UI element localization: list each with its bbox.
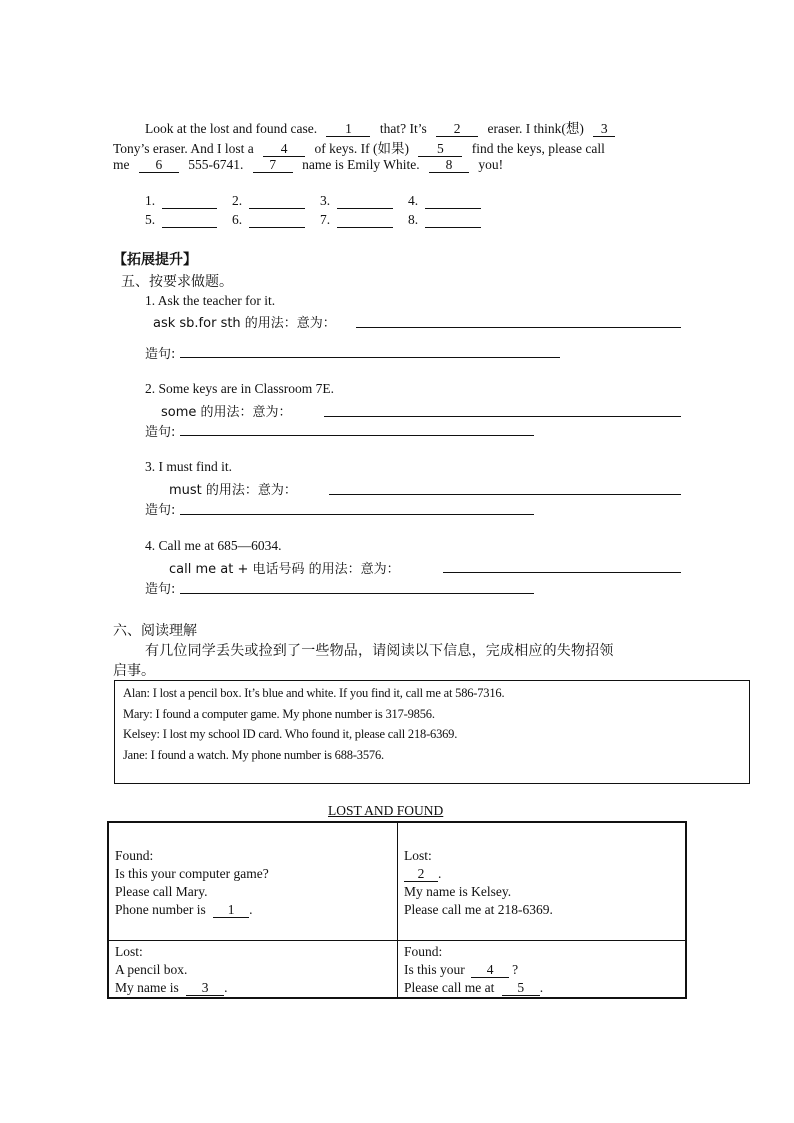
- item-1-sentence-line[interactable]: [180, 357, 560, 358]
- cloze-blank-8: 8: [429, 157, 469, 173]
- cloze-line-1: [145, 117, 615, 137]
- notice-line: [404, 979, 679, 997]
- reading-instruction-2: 启事。: [113, 663, 155, 679]
- notice-text: .: [539, 979, 544, 995]
- answer-line-7[interactable]: [337, 227, 393, 228]
- cloze-blank-6: 6: [139, 157, 179, 173]
- item-4-sentence-label: 造句:: [145, 582, 176, 597]
- notice-blank-2[interactable]: 2: [404, 866, 438, 882]
- info-line-mary: Mary: I found a computer game. My phone number is 317-9856.: [123, 707, 435, 721]
- section-6-title: 六、阅读理解: [113, 623, 197, 639]
- notice-line: Please call Mary.: [115, 884, 208, 899]
- notice-line: My name is Kelsey.: [404, 884, 512, 899]
- item-2-usage: some 的用法：意为：: [161, 405, 292, 420]
- item-2-sentence-line[interactable]: [180, 435, 534, 436]
- notice-text: ?: [512, 961, 519, 977]
- cloze-text: ): [404, 141, 410, 156]
- notice-text: .: [438, 866, 442, 881]
- cloze-text: you!: [478, 157, 504, 172]
- item-4-sentence: 4. Call me at 685—6034.: [145, 538, 282, 553]
- cloze-line-2: [113, 137, 605, 157]
- notice-text: My name is: [115, 979, 179, 995]
- lost-found-title: LOST AND FOUND: [328, 803, 444, 818]
- notice-line: [115, 901, 391, 919]
- notice-line: [115, 979, 391, 997]
- notice-text: Phone number is: [115, 902, 206, 917]
- answer-label-6: 6.: [232, 212, 243, 227]
- answer-line-5[interactable]: [162, 227, 217, 228]
- item-3-sentence: 3. I must find it.: [145, 459, 232, 474]
- cloze-blank-1: 1: [326, 121, 370, 137]
- answer-label-8: 8.: [408, 212, 419, 227]
- cloze-blank-2: 2: [436, 121, 478, 137]
- notice-line: Is this your computer game?: [115, 866, 269, 881]
- cloze-text: of keys. If (: [314, 141, 378, 156]
- item-3-meaning-line[interactable]: [329, 494, 681, 495]
- notice-line: Please call me at 218-6369.: [404, 902, 553, 917]
- info-line-alan: Alan: I lost a pencil box. It’s blue and white. If you find it, call me at 586-7316.: [123, 686, 505, 700]
- cloze-text: ): [579, 121, 584, 136]
- item-1-sentence: 1. Ask the teacher for it.: [145, 293, 276, 308]
- item-2-sentence: 2. Some keys are in Classroom 7E.: [145, 381, 334, 396]
- notice-blank-5[interactable]: 5: [502, 980, 540, 996]
- answer-line-6[interactable]: [249, 227, 305, 228]
- notice-found-watch: [398, 940, 687, 998]
- notice-heading: Lost:: [115, 943, 143, 959]
- cloze-blank-3: 3: [593, 121, 615, 137]
- answer-line-8[interactable]: [425, 227, 481, 228]
- notice-found-game: [108, 822, 398, 940]
- cloze-blank-4: 4: [263, 141, 305, 157]
- answer-label-3: 3.: [320, 193, 331, 208]
- cloze-blank-7: 7: [253, 157, 293, 173]
- notice-blank-1[interactable]: 1: [213, 902, 249, 918]
- item-1-usage: ask sb.for sth 的用法：意为：: [153, 316, 336, 331]
- cloze-text: Look at the lost and found case.: [145, 121, 318, 136]
- section-5-title: 五、按要求做题。: [121, 274, 233, 290]
- item-3-usage: must 的用法：意为：: [169, 483, 297, 498]
- reading-instruction-1: 有几位同学丢失或捡到了一些物品，请阅读以下信息，完成相应的失物招领: [145, 643, 614, 659]
- lost-found-table: [107, 821, 687, 999]
- info-line-kelsey: Kelsey: I lost my school ID card. Who found it, please call 218-6369.: [123, 727, 458, 741]
- info-line-jane: Jane: I found a watch. My phone number is 688-3576.: [123, 748, 384, 762]
- item-1-sentence-label: 造句:: [145, 347, 176, 362]
- item-3-sentence-line[interactable]: [180, 514, 534, 515]
- answer-label-2: 2.: [232, 193, 243, 208]
- notice-line: A pencil box.: [115, 961, 188, 977]
- notice-blank-4[interactable]: 4: [471, 962, 509, 978]
- item-3-sentence-label: 造句:: [145, 503, 176, 518]
- cloze-text: 555-6741.: [188, 157, 244, 172]
- item-4-meaning-line[interactable]: [443, 572, 681, 573]
- notice-lost-pencil-box: [108, 940, 398, 998]
- section-title-extension: 【拓展提升】: [113, 252, 197, 268]
- answer-label-5: 5.: [145, 212, 156, 227]
- answer-label-1: 1.: [145, 193, 156, 208]
- cloze-text: me: [113, 157, 130, 172]
- cloze-blank-5: 5: [418, 141, 462, 157]
- cloze-text: that? It’s: [379, 121, 427, 136]
- notice-heading: Lost:: [404, 848, 432, 863]
- notice-text: Please call me at: [404, 979, 495, 995]
- answer-line-4[interactable]: [425, 208, 481, 209]
- cloze-text: Tony’s eraser. And I lost a: [113, 141, 254, 156]
- cloze-text: name is Emily White.: [302, 157, 420, 172]
- notice-heading: Found:: [404, 943, 443, 959]
- notice-heading: Found:: [115, 848, 154, 863]
- cloze-text: eraser. I think(: [487, 121, 566, 136]
- item-2-sentence-label: 造句:: [145, 425, 176, 440]
- reading-info-box: [114, 680, 750, 784]
- cloze-text-cn: 如果: [377, 141, 405, 157]
- item-2-meaning-line[interactable]: [324, 416, 681, 417]
- notice-lost-id-card: [398, 822, 687, 940]
- item-4-usage: call me at + 电话号码 的用法：意为：: [169, 562, 400, 577]
- notice-text: .: [224, 979, 228, 995]
- notice-line: [404, 865, 679, 883]
- notice-blank-3[interactable]: 3: [186, 980, 224, 996]
- item-4-sentence-line[interactable]: [180, 593, 534, 594]
- item-1-meaning-line[interactable]: [356, 327, 681, 328]
- answer-label-7: 7.: [320, 212, 331, 227]
- answer-line-2[interactable]: [249, 208, 305, 209]
- notice-line: [404, 961, 679, 979]
- cloze-text-cn: 想: [565, 121, 580, 137]
- notice-text: .: [249, 902, 253, 917]
- notice-text: Is this your: [404, 961, 465, 977]
- answer-line-3[interactable]: [337, 208, 393, 209]
- cloze-line-3: [113, 157, 503, 173]
- answer-line-1[interactable]: [162, 208, 217, 209]
- answer-label-4: 4.: [408, 193, 419, 208]
- cloze-text: find the keys, please call: [471, 141, 605, 156]
